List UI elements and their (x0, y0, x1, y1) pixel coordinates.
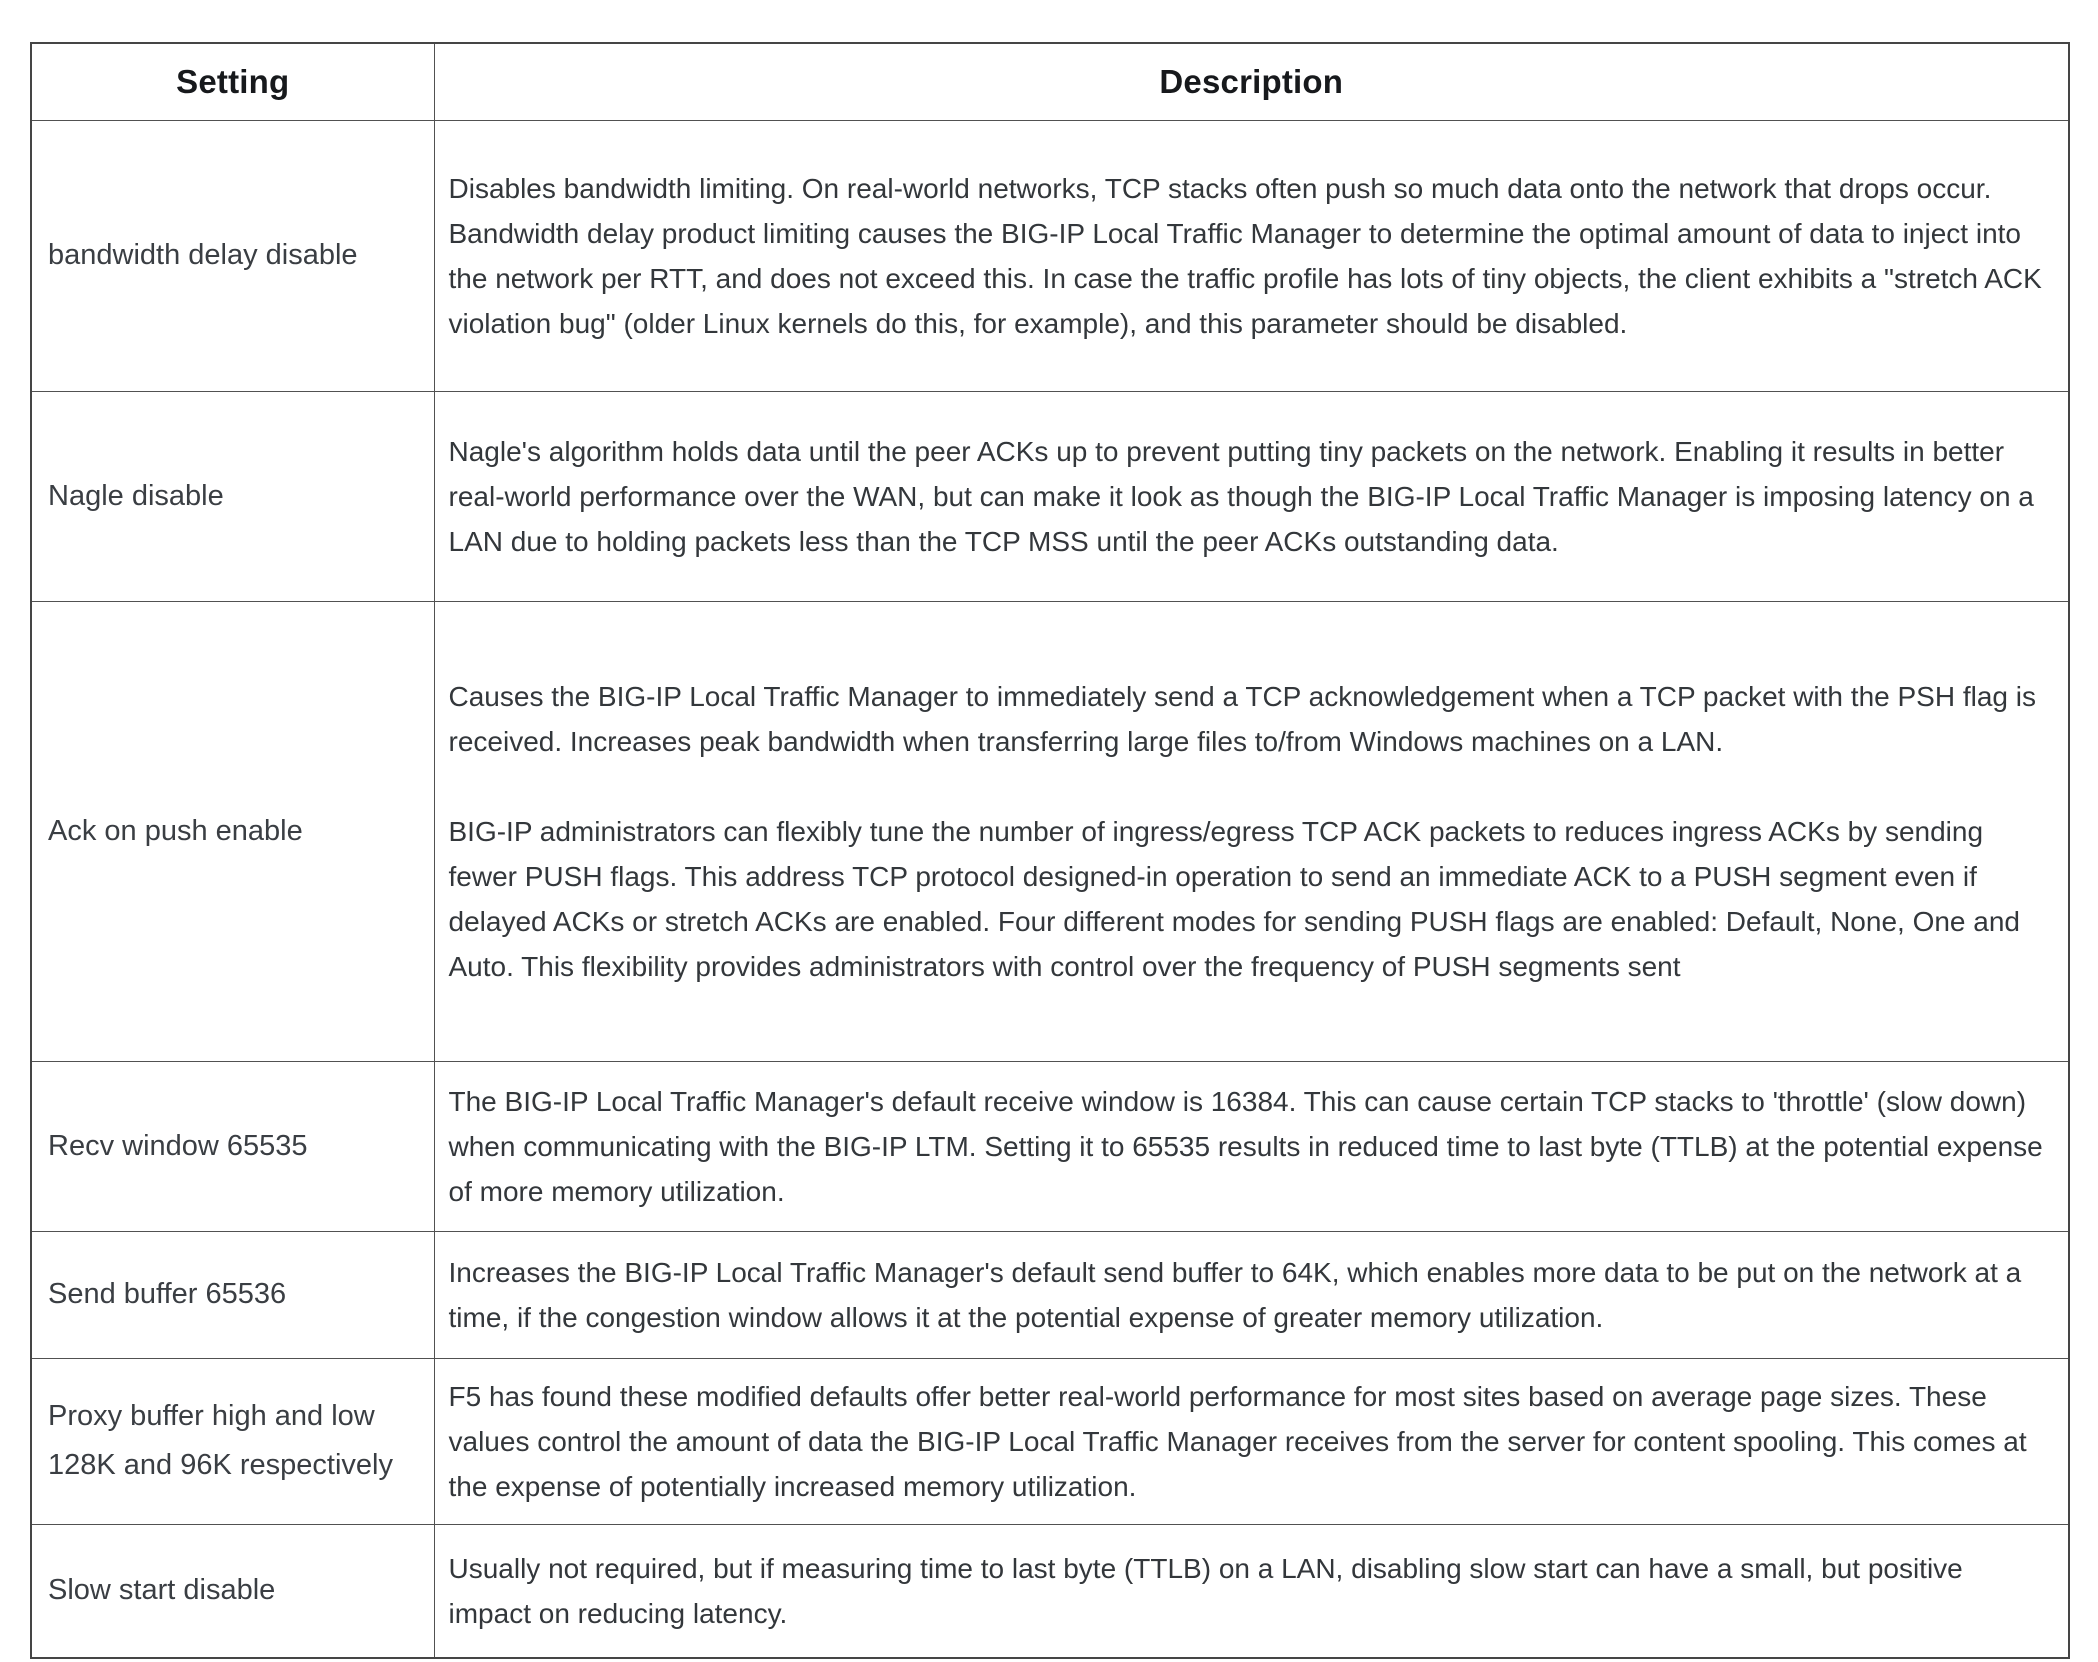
setting-cell: bandwidth delay disable (31, 120, 434, 391)
column-header-description: Description (434, 43, 2069, 120)
setting-cell: Slow start disable (31, 1524, 434, 1658)
table-row (31, 1061, 2069, 1231)
table-row (31, 391, 2069, 601)
description-paragraph: Nagle's algorithm holds data until the peer ACKs up to prevent putting tiny packets on the network. Enabling it results in better real-world performance over the WAN, but can make it look as though the BIG-IP Local Traffic Manager is imposing latency on a LAN due to holding packets less than the TCP MSS until the peer ACKs outstanding data. (448, 435, 2034, 557)
setting-cell: Proxy buffer high and low 128K and 96K respectively (31, 1358, 434, 1524)
table-row (31, 601, 2069, 1061)
description-cell (434, 1358, 2069, 1524)
table-row (31, 1358, 2069, 1524)
description-paragraph: Increases the BIG-IP Local Traffic Manager's default send buffer to 64K, which enables more data to be put on the network at a time, if the congestion window allows it at the potential expense of greater memory utilization. (448, 1256, 2022, 1333)
table-header-row (31, 43, 2069, 120)
settings-table (30, 42, 2070, 1659)
description-paragraph: Disables bandwidth limiting. On real-world networks, TCP stacks often push so much data onto the network that drops occur. Bandwidth delay product limiting causes the BIG-IP Local Traffic Manager to determine the optimal amount of data to inject into the network per RTT, and does not exceed this. In case the traffic profile has lots of tiny objects, the client exhibits a "stretch ACK violation bug" (older Linux kernels do this, for example), and this parameter should be disabled. (448, 172, 2042, 339)
setting-cell: Nagle disable (31, 391, 434, 601)
description-cell (434, 391, 2069, 601)
description-paragraph: The BIG-IP Local Traffic Manager's default receive window is 16384. This can cause certain TCP stacks to 'throttle' (slow down) when communicating with the BIG-IP LTM. Setting it to 65535 results in reduced time to last byte (TTLB) at the potential expense of more memory utilization. (448, 1085, 2043, 1207)
column-header-setting: Setting (31, 43, 434, 120)
description-cell (434, 1061, 2069, 1231)
description-paragraph: Usually not required, but if measuring time to last byte (TTLB) on a LAN, disabling slow start can have a small, but positive impact on reducing latency. (448, 1552, 1963, 1629)
description-cell (434, 120, 2069, 391)
table-row (31, 1524, 2069, 1658)
description-cell (434, 1231, 2069, 1358)
setting-cell: Send buffer 65536 (31, 1231, 434, 1358)
setting-cell: Ack on push enable (31, 601, 434, 1061)
setting-cell: Recv window 65535 (31, 1061, 434, 1231)
description-paragraph: Causes the BIG-IP Local Traffic Manager to immediately send a TCP acknowledgement when a TCP packet with the PSH flag is received. Increases peak bandwidth when transferring large files to/from Windows machines on a LAN. (448, 680, 2036, 757)
table-row (31, 1231, 2069, 1358)
description-paragraph: F5 has found these modified defaults offer better real-world performance for most sites based on average page sizes. These values control the amount of data the BIG-IP Local Traffic Manager receives from the server for content spooling. This comes at the expense of potentially increased memory utilization. (448, 1380, 2027, 1502)
description-cell (434, 1524, 2069, 1658)
description-paragraph: BIG-IP administrators can flexibly tune the number of ingress/egress TCP ACK packets to reduces ingress ACKs by sending fewer PUSH flags. This address TCP protocol designed-in operation to send an immediate ACK to a PUSH segment even if delayed ACKs or stretch ACKs are enabled. Four different modes for sending PUSH flags are enabled: Default, None, One and Auto. This flexibility provides administrators with control over the frequency of PUSH segments sent (448, 815, 2020, 982)
description-cell (434, 601, 2069, 1061)
table-row (31, 120, 2069, 391)
